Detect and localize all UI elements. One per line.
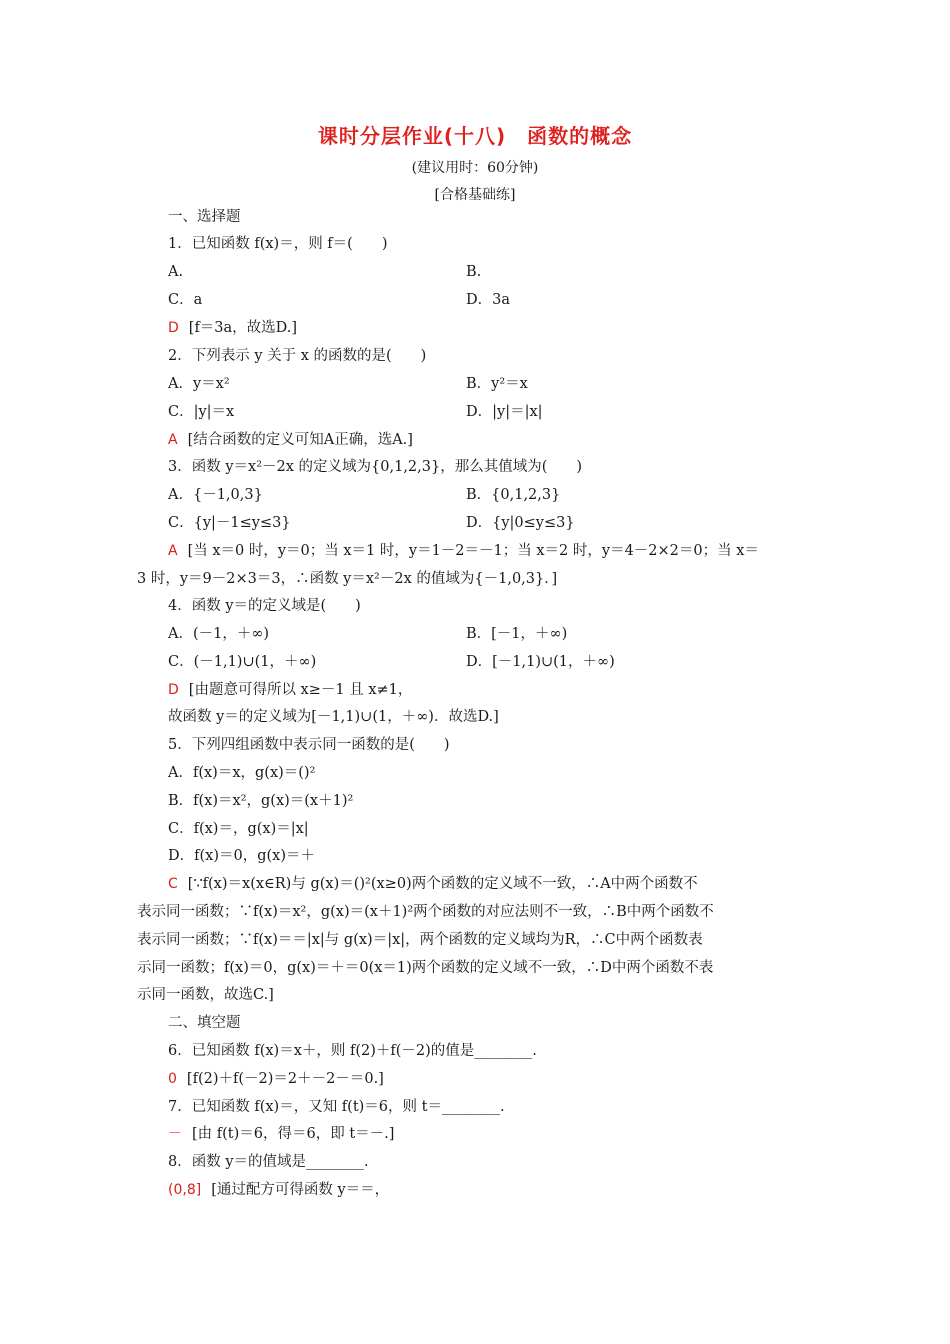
- q1-option-a: A.: [168, 264, 184, 280]
- q3-option-a: A．{－1,0,3}: [168, 487, 263, 503]
- q3-stem: 3．函数 y＝x²－2x 的定义域为{0,1,2,3}，那么其值域为( ): [168, 459, 583, 475]
- q4-option-c: C．(－1,1)∪(1，＋∞): [168, 654, 317, 670]
- q8-explanation: [通过配方可得函数 y＝＝，: [211, 1182, 390, 1198]
- q4-answer-line: [168, 680, 412, 700]
- q6-explanation: [f(2)＋f(－2)＝2＋－2－＝0.]: [186, 1071, 384, 1087]
- q5-option-d: D．f(x)＝0，g(x)＝＋: [168, 848, 315, 864]
- q7-answer-line: [168, 1124, 394, 1144]
- q8-answer: (0,8]: [168, 1182, 202, 1198]
- q5-option-b: B．f(x)＝x²，g(x)＝(x＋1)²: [168, 793, 354, 809]
- q5-option-c: C．f(x)＝，g(x)＝|x|: [168, 821, 309, 837]
- q3-answer-line: [168, 541, 759, 561]
- q2-explanation: [结合函数的定义可知A正确，选A.]: [187, 432, 413, 448]
- q5-answer-line: [168, 874, 698, 894]
- q4-option-b: B．[－1，＋∞): [466, 626, 568, 642]
- q1-option-d: D．3a: [466, 292, 510, 308]
- q7-stem: 7．已知函数 f(x)＝，又知 f(t)＝6，则 t＝________.: [168, 1099, 505, 1115]
- q4-answer: D: [168, 682, 179, 698]
- q5-explanation-1: [∵f(x)＝x(x∈R)与 g(x)＝()²(x≥0)两个函数的定义域不一致，∴A中两个函数不: [187, 876, 698, 892]
- section-choice: 一、选择题: [168, 209, 241, 225]
- q5-option-a: A．f(x)＝x，g(x)＝()²: [168, 765, 316, 781]
- q6-answer-line: [168, 1069, 384, 1089]
- q5-stem: 5．下列四组函数中表示同一函数的是( ): [168, 737, 450, 753]
- level-label: [合格基础练]: [434, 187, 516, 203]
- q4-option-a: A．(－1，＋∞): [168, 626, 270, 642]
- q3-option-b: B．{0,1,2,3}: [466, 487, 561, 503]
- q4-option-d: D．[－1,1)∪(1，＋∞): [466, 654, 615, 670]
- q5-explanation-5: 示同一函数，故选C.]: [137, 987, 274, 1003]
- q1-option-c: C．a: [168, 292, 203, 308]
- q3-option-c: C．{y|－1≤y≤3}: [168, 515, 291, 531]
- q2-answer-line: [168, 430, 413, 450]
- q2-option-d: D．|y|＝|x|: [466, 404, 543, 420]
- q7-answer: －: [168, 1126, 182, 1142]
- q5-explanation-2: 表示同一函数；∵f(x)＝x²，g(x)＝(x＋1)²两个函数的对应法则不一致，∴B中两个函数不: [137, 904, 714, 920]
- q2-option-c: C．|y|＝x: [168, 404, 235, 420]
- q6-stem: 6．已知函数 f(x)＝x＋，则 f(2)＋f(－2)的值是________.: [168, 1043, 537, 1059]
- q1-explanation: [f＝3a，故选D.]: [188, 320, 298, 336]
- q3-option-d: D．{y|0≤y≤3}: [466, 515, 575, 531]
- q2-stem: 2．下列表示 y 关于 x 的函数的是( ): [168, 348, 427, 364]
- q3-explanation-2: 3 时，y＝9－2×3＝3，∴函数 y＝x²－2x 的值域为{－1,0,3}．]: [137, 571, 558, 587]
- q3-answer: A: [168, 543, 178, 559]
- q7-explanation: [由 f(t)＝6，得＝6，即 t＝－.]: [192, 1126, 395, 1142]
- q8-stem: 8．函数 y＝的值域是________.: [168, 1154, 369, 1170]
- q5-explanation-3: 表示同一函数；∵f(x)＝＝|x|与 g(x)＝|x|，两个函数的定义域均为R，∴C中两个函数表: [137, 932, 703, 948]
- q2-option-a: A．y＝x²: [168, 376, 230, 392]
- section-fill: 二、填空题: [168, 1015, 241, 1031]
- q6-answer: 0: [168, 1071, 177, 1087]
- q1-answer: D: [168, 320, 179, 336]
- q4-stem: 4．函数 y＝的定义域是( ): [168, 598, 361, 614]
- q2-answer: A: [168, 432, 178, 448]
- page-title: 课时分层作业(十八) 函数的概念: [317, 124, 633, 148]
- time-note: (建议用时：60分钟): [411, 160, 539, 176]
- q5-answer: C: [168, 876, 178, 892]
- q1-option-b: B.: [466, 264, 482, 280]
- q1-answer-line: [168, 318, 297, 338]
- q8-answer-line: [168, 1180, 389, 1200]
- q1-stem: 1．已知函数 f(x)＝，则 f＝( ): [168, 236, 388, 252]
- q2-option-b: B．y²＝x: [466, 376, 528, 392]
- q4-explanation-1: [由题意可得所以 x≥－1 且 x≠1，: [188, 682, 413, 698]
- q4-explanation-2: 故函数 y＝的定义域为[－1,1)∪(1，＋∞)．故选D.]: [168, 709, 499, 725]
- q3-explanation-1: [当 x＝0 时，y＝0；当 x＝1 时，y＝1－2＝－1；当 x＝2 时，y＝4－2×2＝0；当 x＝: [187, 543, 759, 559]
- q5-explanation-4: 示同一函数；f(x)＝0，g(x)＝＋＝0(x＝1)两个函数的定义域不一致，∴D中两个函数不表: [137, 960, 714, 976]
